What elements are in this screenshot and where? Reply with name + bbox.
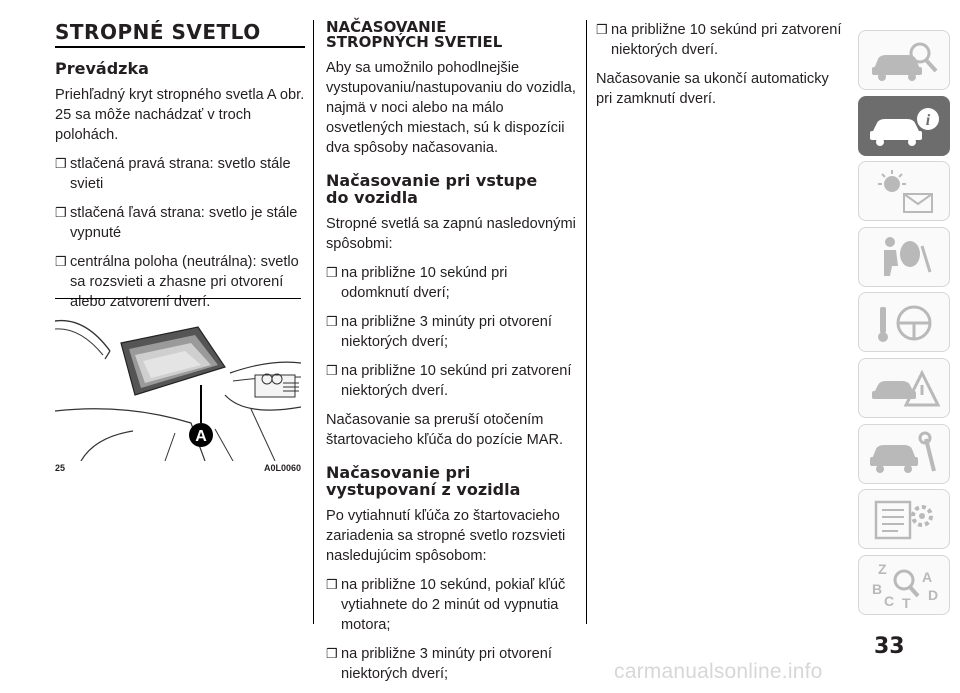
checkbox-bullet-icon: ❒: [326, 363, 338, 378]
list-item: ❒ na približne 3 minúty pri otvorení niektorých dverí;: [326, 646, 552, 682]
list-item: ❒ stlačená ľavá strana: svetlo je stále vypnuté: [55, 205, 298, 241]
road-hazard-icon: [864, 363, 944, 413]
car-info-icon: [864, 101, 944, 151]
subheading-operation: Prevádzka: [55, 59, 149, 78]
column-2: [326, 20, 578, 693]
figure-callout-label: A: [195, 428, 207, 445]
paragraph: Aby sa umožnilo pohodlnejšie vystupovaniu/nastupovaniu do vozidla, najmä v noci alebo na málo osvetlených miestach, sú k dispozícii dva spôsoby načasovania.: [326, 60, 576, 156]
svg-text:A: A: [922, 568, 933, 585]
column-divider: [586, 20, 587, 624]
checkbox-bullet-icon: ❒: [326, 265, 338, 280]
section-heading: STROPNÉ SVETLO: [55, 20, 305, 48]
tab-warning-lights[interactable]: [858, 161, 950, 221]
list-item: ❒ na približne 3 minúty pri otvorení niektorých dverí;: [326, 314, 552, 350]
warning-lights-icon: [864, 166, 944, 216]
section-heading: NAČASOVANIE STROPNÝCH SVETIEL: [326, 18, 503, 51]
checkbox-bullet-icon: ❒: [326, 646, 338, 661]
checkbox-bullet-icon: ❒: [55, 205, 67, 220]
figure-ceiling-light: [55, 298, 301, 461]
steering-wheel-icon: [864, 297, 944, 347]
list-item: ❒ na približne 10 sekúnd pri zatvorení niektorých dverí.: [326, 363, 572, 399]
column-1: [55, 20, 305, 321]
airbag-safety-icon: [864, 232, 944, 282]
tab-starting-driving[interactable]: [858, 292, 950, 352]
tab-index[interactable]: [858, 555, 950, 615]
paragraph: Načasovanie sa ukončí automaticky pri zamknutí dverí.: [596, 71, 829, 107]
checkbox-bullet-icon: ❒: [326, 314, 338, 329]
checkbox-bullet-icon: ❒: [326, 577, 338, 592]
column-divider: [313, 20, 314, 624]
list-item: ❒ centrálna poloha (neutrálna): svetlo sa rozsvieti a zhasne pri otvorení alebo zatvorení dverí.: [55, 254, 299, 310]
paragraph: Stropné svetlá sa zapnú nasledovnými spôsobmi:: [326, 216, 576, 252]
paragraph: Priehľadný kryt stropného svetla A obr. 25 sa môže nachádzať v troch polohách.: [55, 87, 305, 143]
svg-text:T: T: [902, 594, 911, 610]
tab-maintenance[interactable]: [858, 424, 950, 484]
subheading-exit-timing: Načasovanie pri vystupovaní z vozidla: [326, 463, 521, 499]
tab-emergency[interactable]: [858, 358, 950, 418]
svg-text:B: B: [872, 580, 883, 597]
svg-text:C: C: [884, 592, 895, 609]
tab-technical-data[interactable]: [858, 489, 950, 549]
list-item: ❒ na približne 10 sekúnd, pokiaľ kľúč vytiahnete do 2 minút od vypnutia motora;: [326, 577, 566, 633]
svg-text:i: i: [925, 111, 931, 129]
svg-text:Z: Z: [878, 560, 887, 577]
page-number: 33: [874, 634, 905, 659]
column-3: [596, 20, 846, 118]
figure-code: A0L0060: [263, 463, 301, 473]
figure-number: 25: [55, 463, 66, 473]
specs-gear-icon: [864, 494, 944, 544]
list-item: ❒ na približne 10 sekúnd pri zatvorení niektorých dverí.: [596, 22, 842, 58]
chapter-sidebar: [858, 30, 950, 620]
tab-safety[interactable]: [858, 227, 950, 287]
checkbox-bullet-icon: ❒: [55, 156, 67, 171]
svg-text:D: D: [928, 586, 939, 603]
tab-car-search[interactable]: [858, 30, 950, 90]
list-item: ❒ na približne 10 sekúnd pri odomknutí dverí;: [326, 265, 508, 301]
list-item: ❒ stlačená pravá strana: svetlo stále svieti: [55, 156, 291, 192]
subheading-entry-timing: Načasovanie pri vstupe do vozidla: [326, 171, 538, 207]
paragraph: Načasovanie sa preruší otočením štartovacieho kľúča do pozície MAR.: [326, 412, 564, 448]
tab-car-info[interactable]: [858, 96, 950, 156]
footer-watermark: carmanualsonline.info: [614, 660, 823, 683]
checkbox-bullet-icon: ❒: [55, 254, 67, 269]
car-wrench-icon: [864, 429, 944, 479]
car-search-icon: [864, 35, 944, 85]
paragraph: Po vytiahnutí kľúča zo štartovacieho zariadenia sa stropné svetlo rozsvieti nasledujúcim spôsobom:: [326, 508, 566, 564]
alphabet-index-icon: [864, 560, 944, 610]
checkbox-bullet-icon: ❒: [596, 22, 608, 37]
